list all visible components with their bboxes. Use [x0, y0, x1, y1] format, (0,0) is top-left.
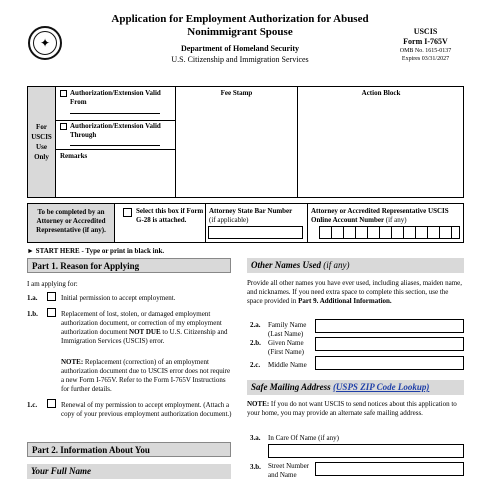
- uscis-office-use-box: [27, 86, 464, 198]
- note-text: Replacement (correction) of an employment authorization document due to USCIS error does not require a new Form I-765V. Refer to the Form I-765V Instructions for further details.: [61, 358, 231, 393]
- item-1b-text: [61, 310, 233, 346]
- eagle-icon: ✦: [33, 31, 57, 55]
- bar-number-label: [209, 207, 307, 225]
- bar-number-title: Attorney State Bar Number: [209, 207, 293, 215]
- middle-name-label: Middle Name: [268, 361, 307, 369]
- part2-header: Part 2. Information About You: [27, 442, 231, 457]
- item-1a-number: 1.a.: [27, 294, 38, 302]
- auth-from-checkbox[interactable]: [60, 90, 67, 97]
- omb-number: OMB No. 1615-0137: [399, 48, 452, 54]
- action-block-label: Action Block: [361, 89, 401, 97]
- auth-from-label: Authorization/Extension Valid From: [70, 89, 161, 106]
- other-names-title: Other Names Used: [251, 260, 321, 270]
- department-name: Department of Homeland Security: [181, 44, 299, 53]
- bar-number-input[interactable]: [208, 226, 303, 239]
- uscis-label: USCIS: [413, 27, 438, 36]
- expiration-date: Expires 03/31/2027: [401, 56, 450, 62]
- part1-note: [61, 358, 233, 394]
- usps-zip-lookup-link[interactable]: (USPS ZIP Code Lookup): [332, 382, 430, 392]
- part1-header: Part 1. Reason for Applying: [27, 258, 231, 273]
- part1-intro: I am applying for:: [27, 280, 78, 288]
- other-family-name-input[interactable]: [315, 319, 464, 333]
- for-uscis-use-only-label: For USCIS Use Only: [28, 87, 56, 197]
- other-names-intro: [247, 279, 464, 306]
- field-2a-number: 2.a.: [250, 321, 261, 329]
- start-here-instruction: ► START HERE - Type or print in black ink.: [27, 247, 165, 255]
- dhs-seal-logo: [28, 26, 62, 60]
- care-of-label: In Care Of Name (if any): [268, 434, 339, 442]
- auth-through-label: Authorization/Extension Valid Through: [70, 122, 161, 139]
- divider: [297, 87, 298, 197]
- divider: [56, 149, 175, 150]
- online-account-input[interactable]: [319, 226, 460, 239]
- other-names-header: [247, 258, 464, 273]
- note-label: NOTE:: [61, 358, 84, 366]
- bar-number-note: (if applicable): [209, 216, 249, 224]
- g28-label: Select this box if Form G-28 is attached.: [136, 207, 204, 224]
- safe-note-text: If you do not want USCIS to send notices about this application to your home, you may provide an alternate safe mailing address.: [247, 400, 457, 417]
- auth-from-line: [70, 113, 160, 114]
- form-number: Form I-765V: [403, 37, 448, 46]
- attorney-label: To be completed by an Attorney or Accredited Representative (if any).: [28, 204, 115, 242]
- field-3b-number: 3.b.: [250, 463, 261, 471]
- other-names-note: (if any): [323, 260, 350, 270]
- given-name-label: Given Name (First Name): [268, 339, 304, 356]
- auth-through-line: [70, 145, 160, 146]
- care-of-input[interactable]: [268, 444, 464, 458]
- form-id-block: [388, 27, 463, 47]
- initial-permission-checkbox[interactable]: [47, 292, 56, 301]
- divider: [307, 204, 308, 242]
- item-1a-text: Initial permission to accept employment.: [61, 294, 176, 302]
- other-names-intro-text: Provide all other names you have ever used, including aliases, maiden name, and nicknames. If you need extra space to complete this section, use the space provided in: [247, 279, 462, 305]
- safe-mailing-note: [247, 400, 464, 418]
- other-middle-name-input[interactable]: [315, 356, 464, 370]
- replacement-checkbox[interactable]: [47, 308, 56, 317]
- field-3a-number: 3.a.: [250, 434, 261, 442]
- field-2b-number: 2.b.: [250, 339, 261, 347]
- other-given-name-input[interactable]: [315, 337, 464, 351]
- part9-reference: Part 9. Additional Information.: [298, 297, 392, 305]
- g28-checkbox[interactable]: [123, 208, 132, 217]
- safe-note-label: NOTE:: [247, 400, 270, 408]
- divider: [56, 120, 175, 121]
- fee-stamp-label: Fee Stamp: [220, 89, 253, 97]
- agency-name: U.S. Citizenship and Immigration Services: [171, 55, 309, 64]
- attorney-row: [27, 203, 464, 243]
- omb-block: [388, 47, 463, 63]
- form-title: Application for Employment Authorization for Abused Nonimmigrant Spouse: [111, 13, 369, 38]
- item-1b-number: 1.b.: [27, 310, 38, 318]
- your-full-name-header: Your Full Name: [27, 464, 231, 479]
- remarks-label: Remarks: [60, 152, 88, 160]
- online-account-note: (if any): [385, 216, 407, 224]
- item-1c-text: Renewal of my permission to accept employment. (Attach a copy of your previous employment authorization document.): [61, 401, 232, 418]
- online-account-title: Attorney or Accredited Representative USCIS Online Account Number: [311, 207, 449, 224]
- item-1b-text-a: Replacement of lost, stolen, or damaged employment authorization document, or correction of my employment authorization document: [61, 310, 222, 336]
- street-input[interactable]: [315, 462, 464, 476]
- field-2c-number: 2.c.: [250, 361, 261, 369]
- item-1b-text-b: to U.S. Citizenship and Immigration Services (USCIS) error.: [61, 328, 228, 345]
- divider: [205, 204, 206, 242]
- safe-mailing-header: [247, 380, 464, 395]
- family-name-label: Family Name (Last Name): [268, 321, 307, 338]
- online-account-label: [311, 207, 463, 225]
- item-1c-number: 1.c.: [27, 401, 38, 409]
- auth-through-checkbox[interactable]: [60, 123, 67, 130]
- item-1b-not-due: NOT DUE: [129, 328, 161, 336]
- divider: [175, 87, 176, 197]
- safe-mailing-title: Safe Mailing Address: [251, 382, 331, 392]
- street-label: Street Number and Name: [268, 462, 310, 479]
- renewal-checkbox[interactable]: [47, 399, 56, 408]
